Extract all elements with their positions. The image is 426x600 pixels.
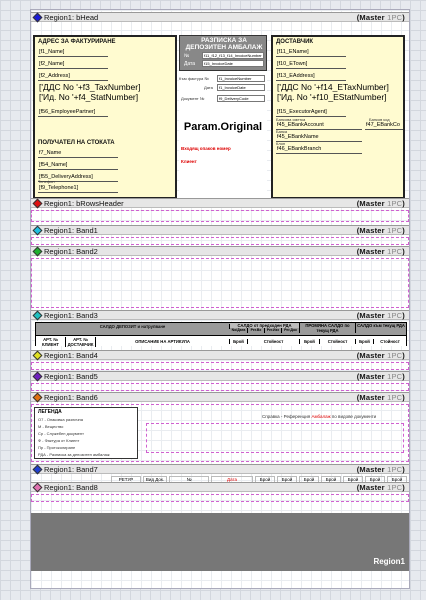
band-header-band8[interactable]: [31, 482, 409, 492]
receipt-date-field[interactable]: f15_InvoiceDate: [202, 60, 264, 67]
master-label: (Master 1PC): [356, 311, 405, 320]
master-label: (Master 1PC): [356, 226, 405, 235]
col-count-3: Брой: [356, 339, 374, 344]
balance-change-header: ПРОМЯНА САЛДО по текущ РДА: [300, 323, 356, 333]
entry-number-label: Входящ опаков номер: [181, 146, 231, 151]
band-diamond-icon: [33, 13, 43, 23]
bank-code-field[interactable]: f47_EBankCo: [365, 122, 403, 130]
legend-item: Ф - Фактура от Клиент: [38, 438, 80, 443]
master-label: (Master 1PC): [356, 351, 405, 360]
col-value-1: Стойност: [248, 339, 300, 344]
band7-cell[interactable]: Брой: [299, 476, 319, 483]
invoice-date-label: Дата: [204, 85, 213, 90]
band-diamond-icon: [33, 199, 43, 209]
reference-caption: Справка - Референция Амбалаж по видове документи: [262, 414, 377, 419]
executor-agent-field[interactable]: [f15_ExecutorAgent]: [276, 109, 346, 117]
band7-cell[interactable]: Брой: [387, 476, 407, 483]
prev-sub-0: No/Дата: [230, 328, 248, 333]
recipient-title: ПОЛУЧАТЕЛ НА СТОКАТА: [38, 140, 115, 146]
band-name: Region1: Band6: [44, 393, 98, 402]
e-address-field[interactable]: [f13_EAddress]: [276, 73, 346, 81]
band-name: Region1: Band1: [44, 226, 98, 235]
legend-item: М - Вещество: [38, 424, 64, 429]
receipt-box[interactable]: [179, 35, 267, 199]
master-label: (Master 1PC): [356, 372, 405, 381]
band-name: Region1: Band7: [44, 465, 98, 474]
col-client-art: АРТ. № КЛИЕНТ: [36, 337, 66, 347]
previous-balance-header: САЛДО от предходен РДА: [230, 323, 300, 328]
band7-cell[interactable]: Вид Док.: [143, 476, 167, 483]
band-body-band1[interactable]: [31, 237, 409, 245]
region-footer[interactable]: [31, 513, 409, 571]
supplier-tax-field[interactable]: ['ДДС No '+f14_ETaxNumber]: [277, 83, 389, 92]
band7-cell[interactable]: Брой: [255, 476, 275, 483]
band-body-browsheader[interactable]: [31, 210, 409, 222]
band-name: Region1: Band4: [44, 351, 98, 360]
col-supplier-art: АРТ. № ДОСТАВЧИК: [66, 337, 96, 347]
invoice-no-field[interactable]: f1_InvoiceNumber: [217, 75, 265, 82]
legend-box: [34, 407, 138, 459]
legend-title: ЛЕГЕНДА: [38, 409, 62, 415]
band-body-band8[interactable]: [31, 494, 409, 502]
col-count-2: Брой: [300, 339, 320, 344]
legend-item: Ср - Служебен документ: [38, 431, 84, 436]
invoice-date-field[interactable]: f1_InvoiceDate: [217, 84, 265, 91]
band-header-band2[interactable]: [31, 246, 409, 256]
band7-cell[interactable]: Брой: [277, 476, 297, 483]
band-header-band5[interactable]: [31, 371, 409, 381]
branch-label: Клон: [276, 141, 286, 146]
delivery-address-field[interactable]: [f55_DeliveryAddress]: [38, 174, 118, 182]
band7-cell[interactable]: РЕТУР: [111, 476, 141, 483]
master-label: (Master 1PC): [356, 465, 405, 474]
supplier-box[interactable]: [271, 35, 405, 199]
document-no-label: Документ №: [181, 96, 205, 101]
bank-name-field[interactable]: f45_EBankName: [276, 134, 362, 142]
bank-name-label: Банка: [276, 129, 288, 134]
master-label: (Master 1PC): [356, 13, 405, 22]
master-label: (Master 1PC): [356, 483, 405, 492]
band-name: Region1: bRowsHeader: [44, 199, 124, 208]
band-body-bhead[interactable]: [31, 23, 409, 197]
master-label: (Master 1PC): [356, 247, 405, 256]
band-diamond-icon: [33, 393, 43, 403]
supplier-stat-field[interactable]: ['Ид. No '+f10_EStatNumber]: [277, 93, 387, 102]
final-balance-header: САЛДО към текущ РДА: [357, 323, 405, 328]
col-count-1: Брой: [230, 339, 248, 344]
band-body-band5[interactable]: [31, 383, 409, 391]
billing-stat-field[interactable]: ['Ид. No '+f4_StatNumber]: [39, 93, 139, 102]
client-label: Клиент: [181, 159, 197, 164]
band-header-bhead[interactable]: [31, 12, 409, 22]
legend-item: РДА - Разписка за депозитен амбалаж: [38, 452, 110, 457]
band-body-band4[interactable]: [31, 362, 409, 370]
band7-cell[interactable]: Дата: [211, 476, 253, 483]
deposit-table-header[interactable]: [35, 322, 407, 346]
band-header-band6[interactable]: [31, 392, 409, 402]
e-town-field[interactable]: [f10_ETown]: [276, 61, 346, 69]
receipt-no-field[interactable]: f11_f12_f13_f14_InvoiceNumber: [202, 52, 264, 59]
param-original-field[interactable]: Param.Original: [183, 121, 263, 133]
band-name: Region1: bHead: [44, 13, 99, 22]
f54-name-field[interactable]: [f54_Name]: [38, 162, 118, 170]
band-name: Region1: Band5: [44, 372, 98, 381]
band7-cell[interactable]: Брой: [343, 476, 363, 483]
col-value-2: Стойност: [320, 339, 356, 344]
band-name: Region1: Band2: [44, 247, 98, 256]
band-header-band3[interactable]: [31, 310, 409, 320]
band-header-band4[interactable]: [31, 350, 409, 360]
prev-sub-2: Рег.Изх: [265, 328, 282, 333]
band-diamond-icon: [33, 465, 43, 475]
prev-sub-1: Рег.Вх: [248, 328, 265, 333]
band-diamond-icon: [33, 483, 43, 493]
reference-subreport[interactable]: [146, 423, 404, 453]
region-footer-label: Region1: [373, 557, 405, 566]
band-diamond-icon: [33, 372, 43, 382]
band-name: Region1: Band3: [44, 311, 98, 320]
receipt-date-label: Дата: [184, 61, 196, 67]
band-name: Region1: Band8: [44, 483, 98, 492]
invoice-no-label: Към фактура №: [179, 76, 209, 81]
band7-cell[interactable]: Брой: [321, 476, 341, 483]
f2-name-field[interactable]: [f2_Name]: [38, 61, 108, 69]
bank-account-field[interactable]: f45_EBankAccount: [276, 122, 362, 130]
band-diamond-icon: [33, 226, 43, 236]
band-body-band6[interactable]: [31, 404, 409, 462]
f1-name-field[interactable]: [f1_Name]: [38, 49, 108, 57]
employee-partner-field[interactable]: [f56_EmployeePartner]: [38, 109, 108, 117]
bank-code-label: Банков код: [369, 117, 390, 122]
col-description: ОПИСАНИЕ НА АРТИКУЛА: [96, 339, 230, 344]
prev-sub-3: Рег.Док: [282, 328, 300, 333]
col-value-3: Стойност: [380, 339, 400, 344]
billing-address-box[interactable]: [33, 35, 177, 199]
band7-cell[interactable]: Брой: [365, 476, 385, 483]
band-diamond-icon: [33, 351, 43, 361]
billing-tax-field[interactable]: ['ДДС No '+f3_TaxNumber]: [39, 83, 141, 92]
e-name-field[interactable]: [f11_EName]: [276, 49, 346, 57]
supplier-title: ДОСТАВЧИК: [276, 39, 314, 45]
legend-item: О7 - Опаковка различна: [38, 417, 83, 422]
band-header-band1[interactable]: [31, 225, 409, 235]
band-header-browsheader[interactable]: [31, 198, 409, 208]
master-label: (Master 1PC): [356, 199, 405, 208]
billing-title: АДРЕС ЗА ФАКТУРИРАНЕ: [38, 39, 116, 45]
telephone-label: Телефон: [38, 179, 55, 184]
bank-branch-field[interactable]: f46_EBankBranch: [276, 146, 362, 154]
legend-item: Пр - Протоколиране: [38, 445, 76, 450]
master-label: (Master 1PC): [356, 393, 405, 402]
deposit-columns-row: [36, 335, 406, 346]
receipt-no-label: №: [184, 53, 190, 59]
band-diamond-icon: [33, 247, 43, 257]
bank-account-label: Банкова сметка: [276, 117, 306, 122]
band-header-band7[interactable]: [31, 464, 409, 474]
f2-address-field[interactable]: [f2_Address]: [38, 73, 108, 81]
band7-cell[interactable]: №: [169, 476, 209, 483]
document-no-field[interactable]: f9_DeliveryCode: [217, 95, 265, 102]
telephone-field[interactable]: [f9_Telephone1]: [38, 185, 118, 193]
report-page: [30, 9, 410, 589]
receipt-header: [179, 35, 267, 71]
receipt-title: РАЗПИСКА ЗА ДЕПОЗИТЕН АМБАЛАЖ: [185, 37, 263, 51]
deposit-main-header: САЛДО ДЕПОЗИТ и натрупване: [36, 324, 230, 329]
band-diamond-icon: [33, 311, 43, 321]
band-body-band2[interactable]: [31, 258, 409, 308]
f7-name-field[interactable]: f7_Name: [38, 150, 118, 158]
